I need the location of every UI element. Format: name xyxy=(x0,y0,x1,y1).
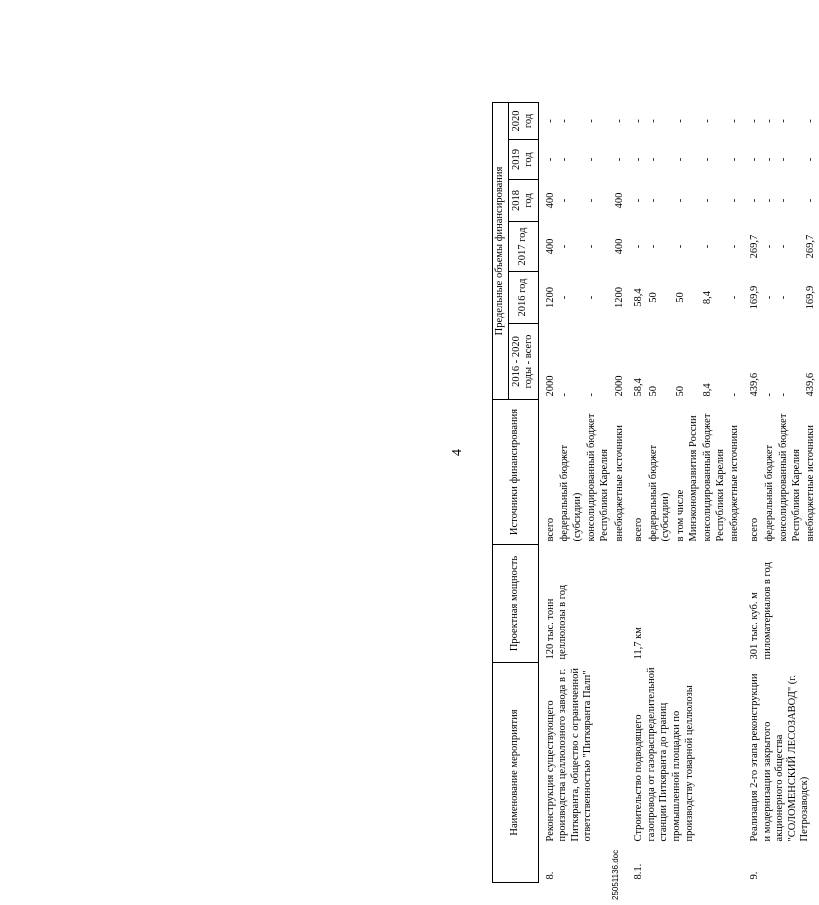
funding-value: 400 xyxy=(613,238,625,255)
funding-value: 58,4 xyxy=(633,288,645,307)
header-year-2017: 2017 год xyxy=(508,222,538,272)
funding-value: - xyxy=(586,198,598,203)
funding-value: - xyxy=(559,198,571,203)
funding-value: 400 xyxy=(544,192,556,209)
funding-value: 439,6 xyxy=(805,372,817,397)
funding-source: федеральный бюджет (субсидии) xyxy=(647,444,672,542)
funding-value: - xyxy=(778,393,790,397)
funding-source: внебюджетные источники xyxy=(729,424,741,542)
project-capacity: 301 тыс. куб. м пиломатериалов в год xyxy=(748,562,773,660)
funding-value: - xyxy=(702,157,714,162)
funding-value: - xyxy=(702,244,714,249)
funding-value: - xyxy=(544,119,556,123)
funding-value: - xyxy=(586,157,598,162)
table-body xyxy=(538,103,819,883)
funding-source: всего xyxy=(748,517,760,542)
funding-value: 50 xyxy=(674,386,686,397)
header-financing-group: Предельные объемы финансирования xyxy=(493,103,509,400)
funding-value: - xyxy=(559,157,571,162)
funding-source: федеральный бюджет (субсидии) xyxy=(559,444,583,542)
header-name: Наименование мероприятия xyxy=(493,663,539,883)
funding-value: - xyxy=(647,198,659,203)
funding-value: - xyxy=(778,244,790,249)
funding-value: - xyxy=(674,244,686,249)
project-capacity: 11,7 км xyxy=(633,627,645,660)
header-capacity: Проектная мощность xyxy=(493,545,539,663)
funding-source: внебюджетные источники xyxy=(613,424,625,542)
funding-value: - xyxy=(763,157,775,162)
funding-source: в том числе Минэкономразвития России xyxy=(674,415,699,542)
row-number: 9. xyxy=(748,871,760,880)
header-year-2019: 2019 год xyxy=(508,140,538,180)
funding-value: 2000 xyxy=(613,375,625,397)
funding-value: - xyxy=(559,119,571,123)
project-capacity: 120 тыс. тонн целлюлозы в год xyxy=(544,584,569,660)
row-number: 8.1. xyxy=(633,863,645,880)
funding-source: консолидированный бюджет Республики Карелия xyxy=(702,413,726,542)
funding-value: 169,9 xyxy=(748,285,760,310)
funding-value: - xyxy=(763,393,775,397)
funding-value: - xyxy=(702,119,714,123)
measure-name: Реконструкция существующего производства целлюлозного завода в г. Питкяранта, общество с ограниченной ответственностью "Питкяранта Палп" xyxy=(544,667,594,842)
funding-value: - xyxy=(586,244,598,249)
funding-value: 400 xyxy=(613,192,625,209)
funding-value: - xyxy=(763,295,775,300)
funding-value: - xyxy=(748,119,760,123)
funding-source: федеральный бюджет xyxy=(763,444,775,542)
funding-value: 1200 xyxy=(613,287,625,308)
funding-value: - xyxy=(778,198,790,203)
funding-source: всего xyxy=(544,517,556,542)
funding-value: 2000 xyxy=(544,375,556,397)
funding-value: - xyxy=(763,119,775,123)
funding-value: - xyxy=(613,119,625,123)
funding-value: - xyxy=(633,244,645,249)
funding-value: - xyxy=(586,295,598,300)
funding-value: - xyxy=(805,198,817,203)
header-year-2018: 2018 год xyxy=(508,180,538,222)
funding-value: 439,6 xyxy=(748,372,760,397)
funding-value: - xyxy=(559,295,571,300)
funding-value: - xyxy=(763,244,775,249)
funding-value: - xyxy=(633,119,645,123)
header-year-2016: 2016 год xyxy=(508,272,538,324)
funding-value: - xyxy=(647,244,659,249)
measure-name: Строительство подводящего газопровода от газораспределительной станции Питкяранта до границ промышленной площадки по производству товарной целлюлозы xyxy=(633,667,695,842)
funding-value: - xyxy=(729,198,741,203)
funding-value: 1200 xyxy=(544,287,556,308)
funding-source: внебюджетные источники xyxy=(805,424,817,542)
funding-value: - xyxy=(586,393,598,397)
funding-value: - xyxy=(805,157,817,162)
table-row xyxy=(627,103,647,883)
funding-value: - xyxy=(544,157,556,162)
footer-filename: 25051136.doc xyxy=(611,849,620,900)
funding-value: - xyxy=(586,119,598,123)
funding-value: - xyxy=(729,119,741,123)
funding-value: - xyxy=(633,198,645,203)
funding-value: 8,4 xyxy=(702,383,714,397)
funding-value: - xyxy=(805,119,817,123)
funding-value: - xyxy=(778,295,790,300)
funding-value: 269,7 xyxy=(805,234,817,259)
row-number: 8. xyxy=(544,871,556,880)
table-row xyxy=(538,103,558,883)
page-number: 4 xyxy=(450,449,465,456)
funding-value: - xyxy=(729,295,741,300)
funding-value: - xyxy=(729,157,741,162)
funding-value: 50 xyxy=(674,292,686,303)
funding-value: - xyxy=(778,157,790,162)
financing-table xyxy=(492,102,819,883)
funding-value: - xyxy=(674,119,686,123)
table-row xyxy=(743,103,763,883)
funding-value: 58,4 xyxy=(633,378,645,397)
funding-value: - xyxy=(702,198,714,203)
funding-value: - xyxy=(729,393,741,397)
funding-value: 8,4 xyxy=(702,290,714,305)
funding-value: - xyxy=(763,198,775,203)
header-year-2020: 2020 год xyxy=(508,103,538,140)
funding-source: консолидированный бюджет Республики Карелия xyxy=(586,413,610,542)
funding-value: 50 xyxy=(647,292,659,303)
funding-value: - xyxy=(778,119,790,123)
funding-value: - xyxy=(748,157,760,162)
funding-value: - xyxy=(674,198,686,203)
funding-value: - xyxy=(613,157,625,162)
funding-value: - xyxy=(674,157,686,162)
funding-value: 169,9 xyxy=(805,285,817,310)
funding-value: - xyxy=(559,393,571,397)
header-year-total: 2016 - 2020 годы - всего xyxy=(508,324,538,400)
funding-source: консолидированный бюджет Республики Карелия xyxy=(778,413,802,542)
funding-value: - xyxy=(647,157,659,162)
measure-name: Реализация 2-го этапа реконструкции и модернизации закрытого акционерного общества "СОЛОМЕНСКИЙ ЛЕСОЗАВОД" (г. Петрозаводск) xyxy=(748,673,811,842)
funding-value: 400 xyxy=(544,238,556,255)
funding-value: - xyxy=(559,244,571,249)
funding-source: всего xyxy=(633,517,645,542)
funding-value: - xyxy=(748,198,760,203)
funding-value: - xyxy=(633,157,645,162)
funding-value: 50 xyxy=(647,386,659,397)
table-header xyxy=(493,103,539,883)
funding-value: 269,7 xyxy=(748,234,760,259)
funding-value: - xyxy=(647,119,659,123)
funding-value: - xyxy=(729,244,741,249)
header-source: Источники финансирования xyxy=(493,400,539,545)
